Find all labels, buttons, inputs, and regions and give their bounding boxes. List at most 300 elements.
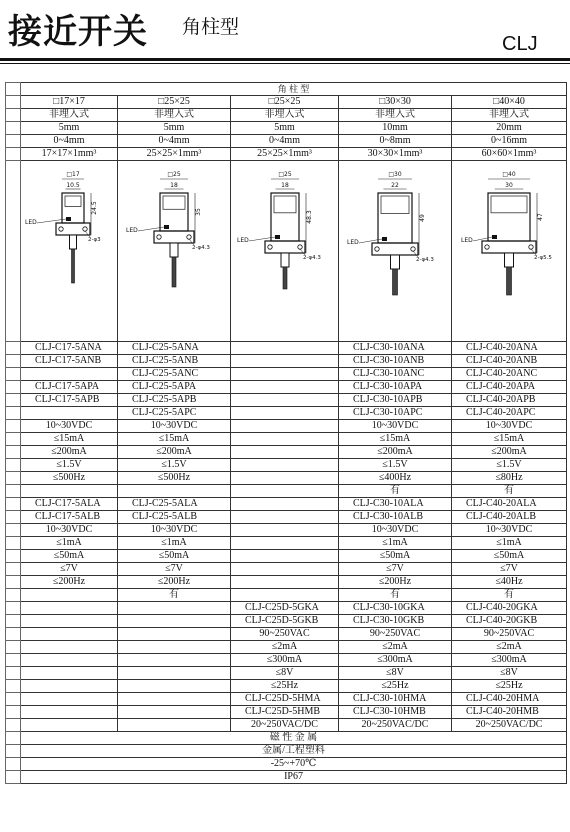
table-cell: 90~250VAC bbox=[339, 628, 452, 641]
table-cell: CLJ-C40-20APB bbox=[452, 394, 567, 407]
table-cell: 非埋入式 bbox=[231, 109, 339, 122]
table-cell: 10~30VDC bbox=[452, 524, 567, 537]
table-cell: 20~250VAC/DC bbox=[452, 719, 567, 732]
table-cell: ≤50mA bbox=[452, 550, 567, 563]
mounting-flange bbox=[56, 223, 90, 235]
table-cell: 非埋入式 bbox=[118, 109, 231, 122]
spec-row bbox=[6, 719, 567, 732]
table-cell: 10~30VDC bbox=[452, 420, 567, 433]
table-cell: 20~250VAC/DC bbox=[339, 719, 452, 732]
spec-row bbox=[6, 148, 567, 161]
table-cell: □25×25 bbox=[118, 96, 231, 109]
spec-row bbox=[6, 96, 567, 109]
table-cell bbox=[118, 602, 231, 615]
table-cell: CLJ-C30-10ANA bbox=[339, 342, 452, 355]
led-indicator bbox=[492, 235, 497, 239]
table-cell: 10~30VDC bbox=[118, 524, 231, 537]
sensor-face-outline bbox=[271, 193, 299, 241]
spec-row bbox=[6, 420, 567, 433]
table-cell bbox=[21, 667, 118, 680]
header-rule bbox=[0, 58, 570, 61]
table-cell: ≤500Hz bbox=[21, 472, 118, 485]
table-cell bbox=[6, 628, 21, 641]
inner-width-label: 10.5 bbox=[66, 182, 80, 189]
table-cell: ≤50mA bbox=[118, 550, 231, 563]
table-cell: □17×17 bbox=[21, 96, 118, 109]
table-cell: CLJ-C40-20HMB bbox=[452, 706, 567, 719]
table-cell bbox=[6, 381, 21, 394]
table-cell: 90~250VAC bbox=[231, 628, 339, 641]
cable bbox=[72, 249, 75, 283]
table-cell bbox=[118, 485, 231, 498]
table-cell: CLJ-C17-5ANA bbox=[21, 342, 118, 355]
table-cell bbox=[118, 693, 231, 706]
table-cell: 非埋入式 bbox=[21, 109, 118, 122]
table-cell: 30×30×1mm³ bbox=[339, 148, 452, 161]
cable bbox=[507, 267, 512, 295]
table-cell bbox=[231, 472, 339, 485]
table-cell bbox=[231, 355, 339, 368]
table-cell bbox=[6, 706, 21, 719]
table-cell: 20~250VAC/DC bbox=[231, 719, 339, 732]
table-cell: ≤80Hz bbox=[452, 472, 567, 485]
cable-gland bbox=[505, 253, 514, 267]
height-label: 49 bbox=[419, 214, 426, 222]
model-row bbox=[6, 407, 567, 420]
table-cell bbox=[6, 498, 21, 511]
table-cell: 有 bbox=[339, 485, 452, 498]
hole-label: 2-φ5.5 bbox=[534, 255, 552, 261]
table-cell bbox=[21, 628, 118, 641]
table-cell bbox=[231, 576, 339, 589]
table-cell: CLJ-C25D-5GKB bbox=[231, 615, 339, 628]
table-cell: 10~30VDC bbox=[339, 524, 452, 537]
table-cell bbox=[118, 615, 231, 628]
spec-row bbox=[6, 459, 567, 472]
table-cell: 0~16mm bbox=[452, 135, 567, 148]
table-cell: ≤200mA bbox=[339, 446, 452, 459]
table-cell bbox=[231, 498, 339, 511]
table-cell: ≤1mA bbox=[118, 537, 231, 550]
table-cell: 10~30VDC bbox=[339, 420, 452, 433]
inner-width-label: 18 bbox=[170, 182, 178, 189]
inner-width-label: 30 bbox=[505, 182, 513, 189]
model-row bbox=[6, 368, 567, 381]
cable-gland bbox=[170, 243, 178, 257]
table-cell: CLJ-C25-5ALA bbox=[118, 498, 231, 511]
table-cell: CLJ-C30-10APA bbox=[339, 381, 452, 394]
table-cell bbox=[6, 342, 21, 355]
table-cell bbox=[231, 394, 339, 407]
caption-row bbox=[6, 83, 567, 96]
table-cell: 10mm bbox=[339, 122, 452, 135]
table-cell bbox=[21, 615, 118, 628]
dimension-drawing bbox=[457, 163, 561, 339]
model-row bbox=[6, 498, 567, 511]
table-cell: □25×25 bbox=[231, 96, 339, 109]
table-cell: 17×17×1mm³ bbox=[21, 148, 118, 161]
spec-row bbox=[6, 628, 567, 641]
table-cell: CLJ-C30-10APC bbox=[339, 407, 452, 420]
table-cell: ≤200Hz bbox=[118, 576, 231, 589]
table-cell: CLJ-C30-10ALA bbox=[339, 498, 452, 511]
mounting-flange bbox=[482, 241, 536, 253]
cable bbox=[393, 269, 398, 295]
table-cell: CLJ-C40-20ALA bbox=[452, 498, 567, 511]
model-row bbox=[6, 355, 567, 368]
table-cell: CLJ-C40-20GKB bbox=[452, 615, 567, 628]
table-cell bbox=[231, 511, 339, 524]
page-title: 接近开关 bbox=[8, 12, 148, 52]
table-cell: ≤15mA bbox=[339, 433, 452, 446]
table-cell bbox=[6, 680, 21, 693]
table-cell: ≤25Hz bbox=[452, 680, 567, 693]
spec-row bbox=[6, 576, 567, 589]
table-cell: 有 bbox=[339, 589, 452, 602]
table-cell bbox=[21, 641, 118, 654]
table-cell bbox=[6, 550, 21, 563]
table-cell bbox=[6, 693, 21, 706]
table-cell: 非埋入式 bbox=[339, 109, 452, 122]
table-cell: CLJ-C17-5APA bbox=[21, 381, 118, 394]
table-cell bbox=[118, 680, 231, 693]
table-cell bbox=[21, 485, 118, 498]
table-cell bbox=[6, 148, 21, 161]
table-cell: ≤8V bbox=[339, 667, 452, 680]
led-label: LED bbox=[25, 219, 37, 226]
table-cell: CLJ-C40-20HMA bbox=[452, 693, 567, 706]
mounting-hole bbox=[83, 227, 87, 231]
table-cell bbox=[6, 472, 21, 485]
table-cell bbox=[6, 420, 21, 433]
spec-row bbox=[6, 472, 567, 485]
table-cell bbox=[6, 524, 21, 537]
table-cell bbox=[231, 407, 339, 420]
table-cell: CLJ-C25-5ALB bbox=[118, 511, 231, 524]
table-cell: CLJ-C25-5ANA bbox=[118, 342, 231, 355]
sensor-face-outline bbox=[378, 193, 412, 243]
table-cell: CLJ-C30-10ANB bbox=[339, 355, 452, 368]
table-cell: CLJ-C30-10GKB bbox=[339, 615, 452, 628]
sensor-face-outline bbox=[488, 193, 530, 241]
table-cell: CLJ-C30-10ALB bbox=[339, 511, 452, 524]
table-cell: ≤15mA bbox=[118, 433, 231, 446]
spec-row bbox=[6, 667, 567, 680]
table-cell: ≤300mA bbox=[231, 654, 339, 667]
table-cell bbox=[6, 511, 21, 524]
hole-label: 2-φ3 bbox=[88, 237, 101, 243]
height-label: 24.5 bbox=[91, 201, 98, 215]
table-cell: ≤1.5V bbox=[339, 459, 452, 472]
spec-table-body bbox=[6, 83, 567, 784]
table-cell bbox=[6, 122, 21, 135]
table-cell: 有 bbox=[118, 589, 231, 602]
cable bbox=[283, 267, 287, 289]
table-cell bbox=[118, 628, 231, 641]
inner-width-label: 22 bbox=[391, 182, 399, 189]
table-cell: CLJ-C40-20ANA bbox=[452, 342, 567, 355]
led-indicator bbox=[66, 217, 71, 221]
mounting-hole bbox=[157, 235, 161, 239]
table-cell: ≤7V bbox=[452, 563, 567, 576]
table-cell: CLJ-C25-5APA bbox=[118, 381, 231, 394]
table-cell: CLJ-C40-20GKA bbox=[452, 602, 567, 615]
table-cell bbox=[6, 459, 21, 472]
table-cell: ≤2mA bbox=[452, 641, 567, 654]
table-cell bbox=[231, 433, 339, 446]
table-cell: ≤50mA bbox=[339, 550, 452, 563]
table-cell bbox=[21, 589, 118, 602]
mounting-hole bbox=[485, 245, 489, 249]
width-label: □17 bbox=[66, 171, 80, 178]
table-cell bbox=[6, 433, 21, 446]
table-cell: ≤1.5V bbox=[118, 459, 231, 472]
table-cell bbox=[6, 576, 21, 589]
table-cell bbox=[21, 693, 118, 706]
table-cell bbox=[6, 485, 21, 498]
common-row bbox=[6, 771, 567, 784]
model-row bbox=[6, 706, 567, 719]
table-cell: CLJ-C17-5ALB bbox=[21, 511, 118, 524]
led-leader-line bbox=[473, 237, 492, 241]
table-cell: ≤1mA bbox=[21, 537, 118, 550]
height-label: 47 bbox=[537, 213, 545, 221]
width-label: □30 bbox=[388, 171, 402, 178]
led-label: LED bbox=[347, 239, 359, 246]
spec-row bbox=[6, 563, 567, 576]
table-cell bbox=[6, 615, 21, 628]
table-cell: ≤1mA bbox=[452, 537, 567, 550]
table-cell bbox=[118, 641, 231, 654]
width-label: □25 bbox=[167, 171, 181, 178]
table-cell: 金属/工程塑料 bbox=[21, 745, 567, 758]
table-cell: ≤2mA bbox=[231, 641, 339, 654]
table-cell bbox=[6, 667, 21, 680]
table-cell bbox=[118, 654, 231, 667]
table-cell: □40×40 bbox=[452, 96, 567, 109]
table-cell: CLJ-C40-20ALB bbox=[452, 511, 567, 524]
table-cell bbox=[118, 719, 231, 732]
table-cell: 有 bbox=[452, 589, 567, 602]
spec-row bbox=[6, 485, 567, 498]
table-cell bbox=[6, 589, 21, 602]
table-cell: CLJ-C25D-5HMB bbox=[231, 706, 339, 719]
page-subtitle: 角柱型 bbox=[182, 16, 240, 38]
table-cell: ≤200mA bbox=[452, 446, 567, 459]
table-cell bbox=[6, 135, 21, 148]
table-cell: CLJ-C30-10GKA bbox=[339, 602, 452, 615]
table-cell bbox=[6, 719, 21, 732]
table-cell bbox=[231, 381, 339, 394]
spec-table bbox=[5, 82, 567, 784]
spec-row bbox=[6, 641, 567, 654]
table-cell: ≤15mA bbox=[21, 433, 118, 446]
table-cell: ≤1.5V bbox=[21, 459, 118, 472]
table-cell: -25~+70℃ bbox=[21, 758, 567, 771]
table-cell: 5mm bbox=[21, 122, 118, 135]
table-cell: 25×25×1mm³ bbox=[118, 148, 231, 161]
table-cell bbox=[6, 407, 21, 420]
dimension-drawing bbox=[233, 163, 337, 339]
led-indicator bbox=[382, 237, 387, 241]
sensing-area bbox=[381, 196, 409, 214]
table-cell: ≤7V bbox=[339, 563, 452, 576]
table-caption: 角 柱 型 bbox=[21, 83, 567, 96]
table-cell bbox=[6, 109, 21, 122]
spec-row bbox=[6, 550, 567, 563]
table-cell bbox=[6, 161, 21, 342]
width-label: □25 bbox=[277, 171, 292, 178]
table-cell: ≤400Hz bbox=[339, 472, 452, 485]
mounting-flange bbox=[265, 241, 305, 253]
model-row bbox=[6, 342, 567, 355]
table-cell: CLJ-C40-20ANC bbox=[452, 368, 567, 381]
led-indicator bbox=[275, 235, 280, 239]
table-cell bbox=[231, 563, 339, 576]
table-cell: CLJ-C17-5ANB bbox=[21, 355, 118, 368]
table-cell: 5mm bbox=[231, 122, 339, 135]
table-cell: ≤7V bbox=[21, 563, 118, 576]
table-cell: 磁 性 金 属 bbox=[21, 732, 567, 745]
table-cell: 10~30VDC bbox=[21, 524, 118, 537]
table-cell: CLJ-C40-20APC bbox=[452, 407, 567, 420]
spec-row bbox=[6, 109, 567, 122]
table-cell: CLJ-C30-10APB bbox=[339, 394, 452, 407]
table-cell: 10~30VDC bbox=[21, 420, 118, 433]
table-cell bbox=[6, 641, 21, 654]
table-cell: CLJ-C25-5APB bbox=[118, 394, 231, 407]
table-cell: CLJ-C17-5APB bbox=[21, 394, 118, 407]
table-cell: CLJ-C25D-5HMA bbox=[231, 693, 339, 706]
spec-row bbox=[6, 122, 567, 135]
mounting-hole bbox=[411, 247, 415, 251]
led-label: LED bbox=[236, 237, 249, 244]
table-cell: ≤25Hz bbox=[231, 680, 339, 693]
table-cell bbox=[21, 368, 118, 381]
table-cell bbox=[21, 407, 118, 420]
table-cell: CLJ-C25-5APC bbox=[118, 407, 231, 420]
table-cell: CLJ-C30-10HMA bbox=[339, 693, 452, 706]
table-cell bbox=[118, 667, 231, 680]
mounting-hole bbox=[297, 245, 301, 249]
table-cell bbox=[6, 537, 21, 550]
led-indicator bbox=[164, 225, 169, 229]
hole-label: 2-φ4.3 bbox=[192, 245, 210, 251]
table-cell bbox=[6, 83, 21, 96]
dimension-drawing-cell bbox=[118, 161, 231, 342]
table-cell: ≤2mA bbox=[339, 641, 452, 654]
table-cell bbox=[231, 446, 339, 459]
table-cell bbox=[118, 706, 231, 719]
table-cell: 25×25×1mm³ bbox=[231, 148, 339, 161]
sensing-area bbox=[163, 196, 185, 209]
spec-row bbox=[6, 446, 567, 459]
mounting-hole bbox=[529, 245, 533, 249]
table-cell: CLJ-C40-20APA bbox=[452, 381, 567, 394]
spec-row bbox=[6, 537, 567, 550]
spec-row bbox=[6, 589, 567, 602]
table-cell bbox=[231, 537, 339, 550]
cable-gland bbox=[281, 253, 289, 267]
spec-row bbox=[6, 680, 567, 693]
spec-row bbox=[6, 135, 567, 148]
table-cell: ≤200Hz bbox=[21, 576, 118, 589]
table-cell bbox=[6, 563, 21, 576]
height-label: 35 bbox=[195, 208, 202, 216]
dimension-drawing-cell bbox=[339, 161, 452, 342]
model-row bbox=[6, 394, 567, 407]
table-cell: ≤7V bbox=[118, 563, 231, 576]
table-cell bbox=[6, 771, 21, 784]
table-cell: ≤200Hz bbox=[339, 576, 452, 589]
table-cell: 有 bbox=[452, 485, 567, 498]
table-cell: CLJ-C30-10HMB bbox=[339, 706, 452, 719]
sensing-area bbox=[491, 196, 527, 213]
table-cell bbox=[231, 420, 339, 433]
spec-row bbox=[6, 433, 567, 446]
model-row bbox=[6, 615, 567, 628]
hole-label: 2-φ4.3 bbox=[302, 255, 321, 261]
table-cell: 0~4mm bbox=[118, 135, 231, 148]
mounting-hole bbox=[187, 235, 191, 239]
table-cell: ≤200mA bbox=[118, 446, 231, 459]
table-cell: ≤300mA bbox=[339, 654, 452, 667]
led-label: LED bbox=[461, 237, 473, 244]
table-cell: 90~250VAC bbox=[452, 628, 567, 641]
dimension-drawing-cell bbox=[452, 161, 567, 342]
table-cell bbox=[231, 368, 339, 381]
table-cell: ≤50mA bbox=[21, 550, 118, 563]
mounting-hole bbox=[267, 245, 271, 249]
table-cell bbox=[231, 342, 339, 355]
table-cell: CLJ-C25-5ANC bbox=[118, 368, 231, 381]
table-cell bbox=[231, 524, 339, 537]
common-row bbox=[6, 732, 567, 745]
series-code: CLJ bbox=[502, 33, 538, 55]
table-cell: CLJ-C40-20ANB bbox=[452, 355, 567, 368]
table-cell: 非埋入式 bbox=[452, 109, 567, 122]
cable-gland bbox=[391, 255, 400, 269]
mounting-hole bbox=[375, 247, 379, 251]
table-cell: IP67 bbox=[21, 771, 567, 784]
table-cell: ≤1.5V bbox=[452, 459, 567, 472]
height-label: 48.3 bbox=[305, 210, 313, 224]
spec-row bbox=[6, 654, 567, 667]
table-cell bbox=[6, 654, 21, 667]
table-cell bbox=[6, 745, 21, 758]
table-cell: ≤200mA bbox=[21, 446, 118, 459]
table-cell: CLJ-C25D-5GKA bbox=[231, 602, 339, 615]
table-cell bbox=[6, 96, 21, 109]
table-cell: 0~4mm bbox=[21, 135, 118, 148]
mounting-flange bbox=[154, 231, 194, 243]
width-label: □40 bbox=[502, 171, 516, 178]
table-cell bbox=[231, 589, 339, 602]
common-row bbox=[6, 758, 567, 771]
hole-label: 2-φ4.3 bbox=[416, 257, 434, 263]
model-row bbox=[6, 511, 567, 524]
model-row bbox=[6, 602, 567, 615]
dimension-drawing bbox=[122, 163, 226, 339]
table-cell bbox=[6, 394, 21, 407]
table-cell: ≤8V bbox=[231, 667, 339, 680]
table-cell bbox=[21, 654, 118, 667]
cable-gland bbox=[70, 235, 77, 249]
table-cell bbox=[21, 680, 118, 693]
table-cell bbox=[231, 485, 339, 498]
common-row bbox=[6, 745, 567, 758]
table-cell bbox=[6, 732, 21, 745]
